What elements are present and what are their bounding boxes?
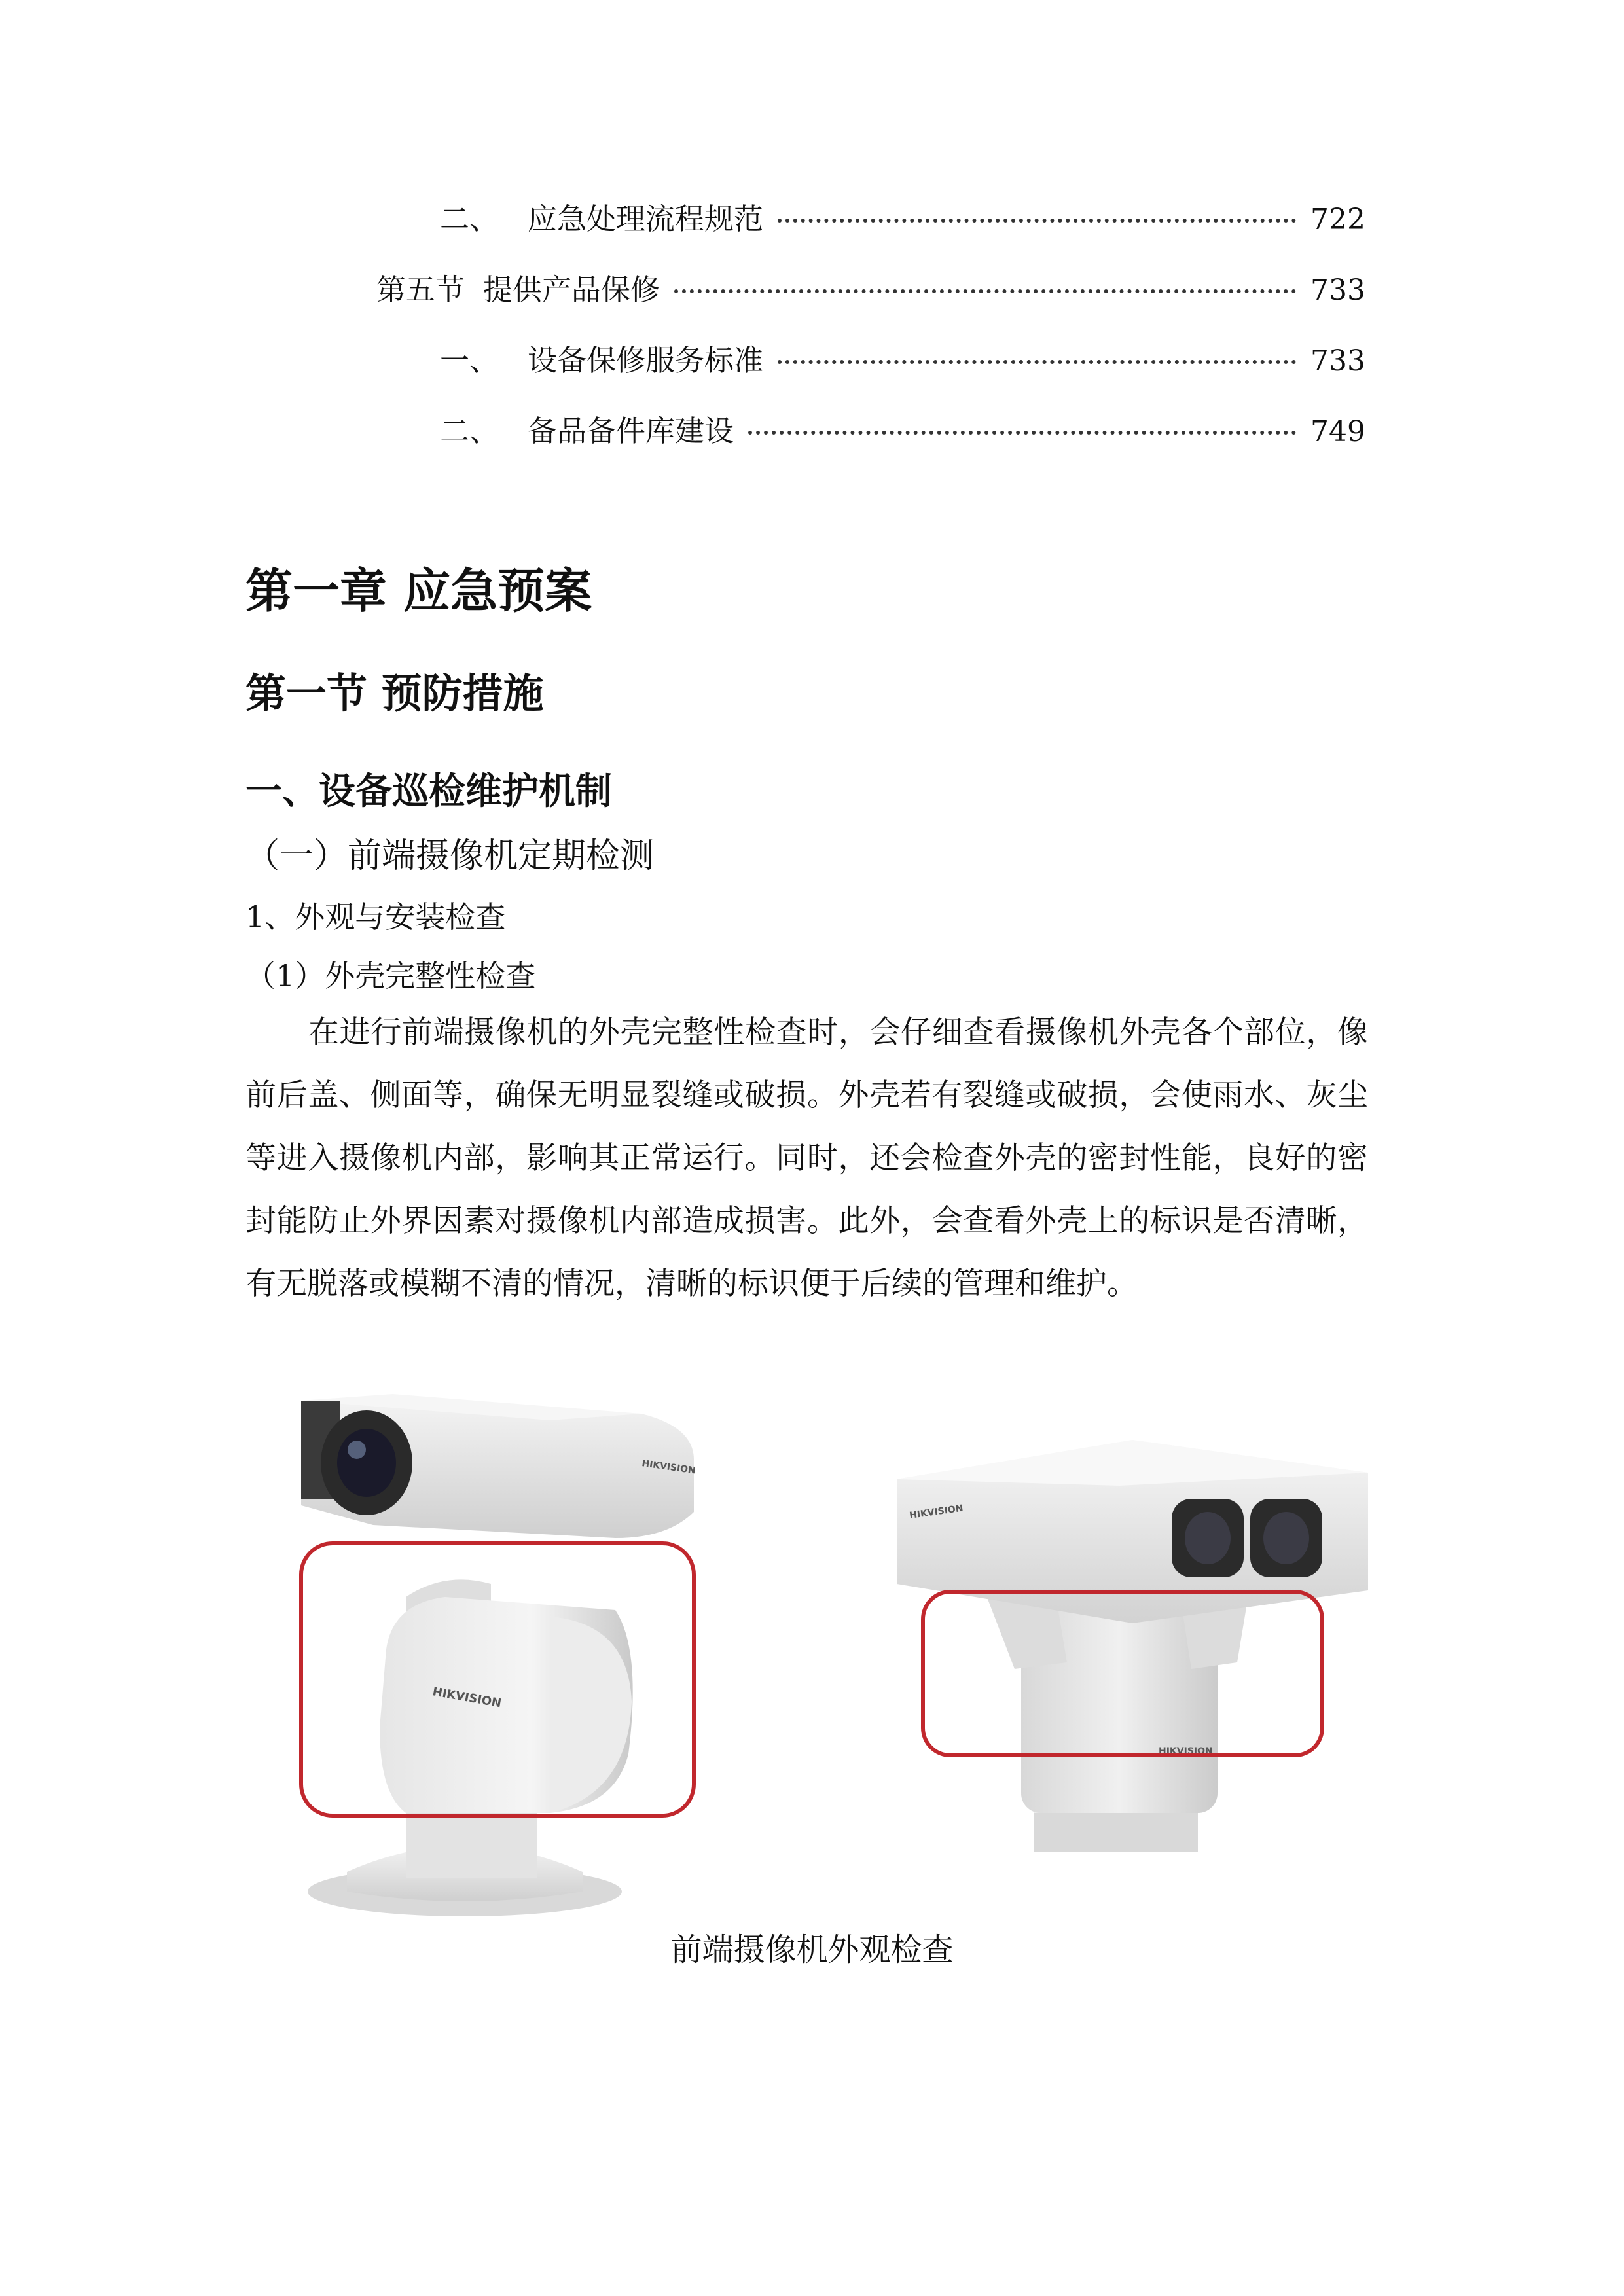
item-heading: 1、外观与安装检查 — [245, 899, 506, 935]
toc-title: 提供产品保修 — [483, 272, 660, 307]
subsection-heading: 一、设备巡检维护机制 — [245, 770, 612, 813]
camera-photo-right — [884, 1388, 1381, 1924]
chapter-heading: 第一章 应急预案 — [245, 564, 592, 619]
toc-entry[interactable] — [440, 196, 1365, 242]
toc-entry[interactable] — [440, 408, 1365, 454]
brand-label: HIKVISION — [909, 1503, 964, 1521]
section-heading: 第一节 预防措施 — [245, 670, 544, 717]
camera-photo-left — [275, 1388, 733, 1924]
toc-number: 二、 — [440, 202, 499, 236]
figure-caption: 前端摄像机外观检查 — [670, 1931, 954, 1968]
toc-leader — [778, 219, 1296, 223]
brand-label: HIKVISION — [431, 1685, 503, 1711]
toc-number: 一、 — [440, 343, 499, 378]
body-paragraph: 在进行前端摄像机的外壳完整性检查时，会仔细查看摄像机外壳各个部位，像前后盖、侧面等，确保无明显裂缝或破损。外壳若有裂缝或破损，会使雨水、灰尘等进入摄像机内部，影响其正常运行。同时，还会检查外壳的密封性能，良好的密封能防止外界因素对摄像机内部造成损害。此外，会查看外壳上的标识是否清晰，有无脱落或模糊不清的情况，清晰的标识便于后续的管理和维护。 — [245, 1014, 1368, 1302]
toc-page-number: 733 — [1310, 344, 1365, 378]
toc-page-number: 722 — [1310, 203, 1365, 236]
toc-number: 第五节 — [376, 272, 465, 307]
toc-entry[interactable] — [376, 267, 1365, 313]
brand-label: HIKVISION — [1159, 1746, 1213, 1757]
toc-leader — [748, 431, 1296, 435]
subsubsection-heading: （一）前端摄像机定期检测 — [245, 836, 655, 876]
subitem-heading: （1）外壳完整性检查 — [245, 958, 536, 994]
toc-title: 应急处理流程规范 — [528, 202, 764, 236]
toc-page-number: 733 — [1310, 274, 1365, 307]
toc-leader — [778, 360, 1296, 364]
brand-label: HIKVISION — [641, 1458, 696, 1477]
toc-number: 二、 — [440, 414, 499, 448]
toc-page-number: 749 — [1310, 415, 1365, 448]
toc-entry[interactable] — [440, 338, 1365, 384]
toc-title: 备品备件库建设 — [528, 414, 734, 448]
toc-leader — [674, 289, 1296, 293]
toc-title: 设备保修服务标准 — [528, 343, 764, 378]
